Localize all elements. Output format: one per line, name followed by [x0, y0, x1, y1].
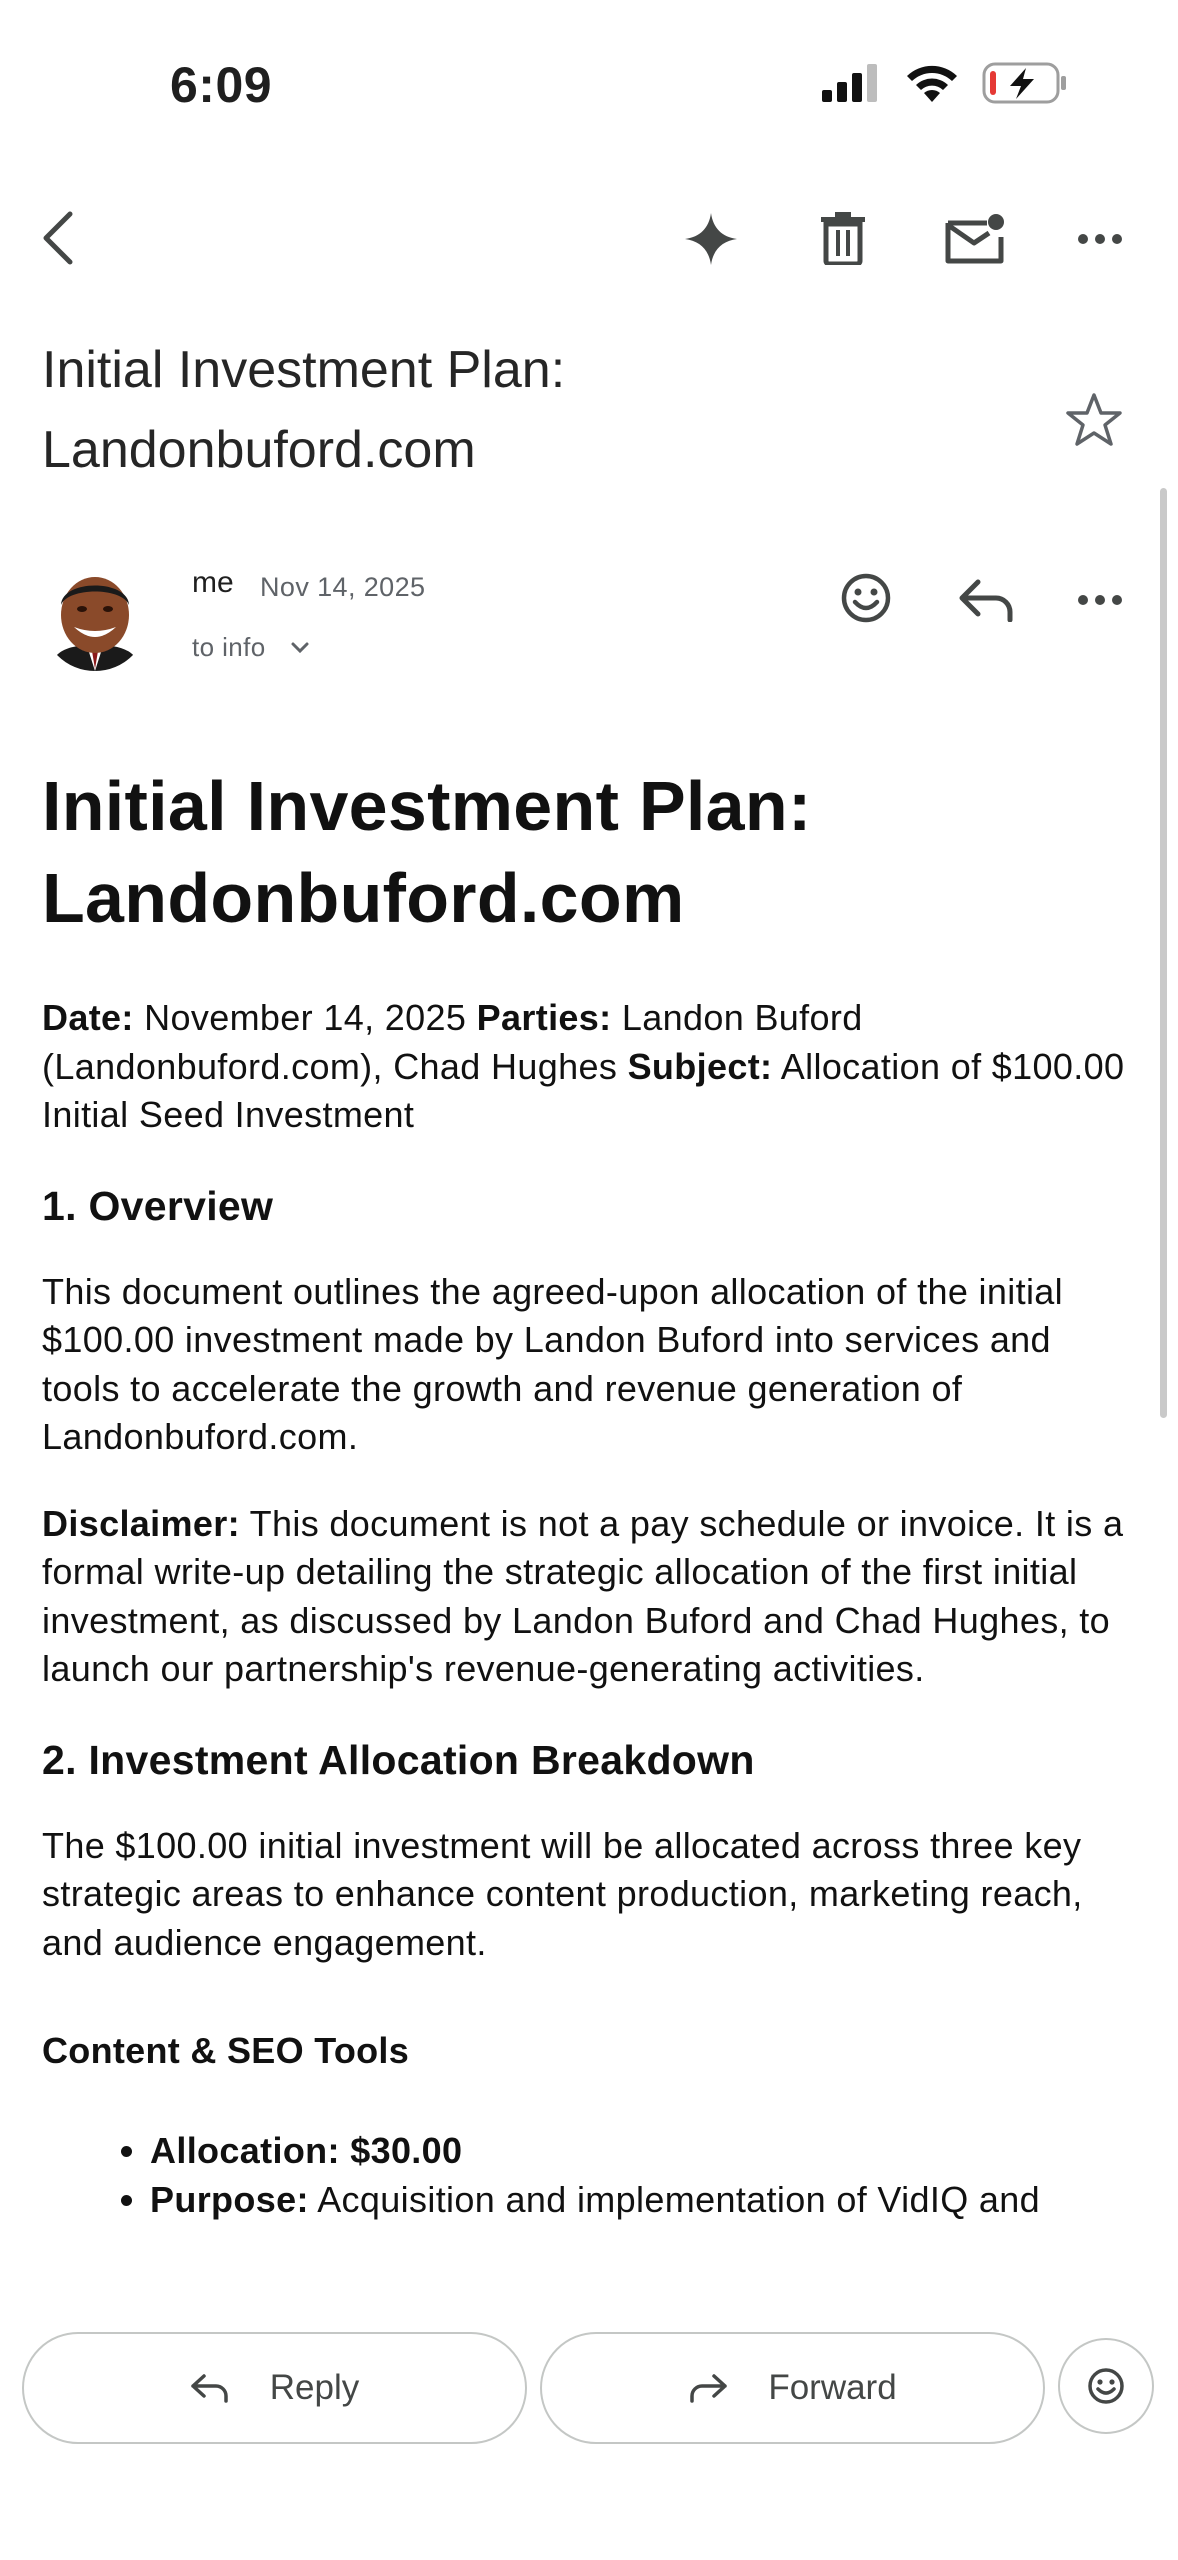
emoji-icon: [840, 572, 892, 624]
disclaimer-label: Disclaimer:: [42, 1502, 240, 1544]
star-icon: [1065, 392, 1123, 448]
email-subject: Initial Investment Plan: Landonbuford.com: [42, 341, 566, 479]
disclaimer-paragraph: [42, 1500, 1132, 1694]
list-item: [150, 2127, 1132, 2176]
disclaimer-text: This document is not a pay schedule or invoice. It is a formal write-up detailing the strategic allocation of the first initial investment, as discussed by Landon Buford and Chad Hughes, to launch our partnership's revenue-generating activities.: [42, 1502, 1124, 1689]
delete-button[interactable]: [818, 208, 868, 268]
date-label: Date:: [42, 997, 134, 1038]
sent-date: Nov 14, 2025: [260, 572, 426, 602]
list-item-label: Allocation: $30.00: [150, 2130, 463, 2171]
status-time: 6:09: [170, 57, 273, 113]
section-heading-allocation: 2. Investment Allocation Breakdown: [42, 1736, 755, 1783]
status-icons: [820, 62, 1068, 109]
list-item: [150, 2176, 1132, 2225]
section-heading-overview: 1. Overview: [42, 1182, 274, 1229]
forward-icon: [688, 2372, 728, 2404]
parties-value: Landon Buford (Landonbuford.com), Chad Hughes: [42, 997, 863, 1087]
date-value: November 14, 2025: [133, 997, 477, 1038]
reply-icon: [958, 578, 1014, 622]
message-body: [42, 760, 1132, 2224]
avatar[interactable]: [42, 565, 148, 671]
more-options-button[interactable]: [1076, 224, 1124, 254]
react-emoji-button[interactable]: [1058, 2338, 1154, 2434]
star-button[interactable]: [1065, 392, 1123, 453]
trash-icon: [820, 211, 866, 265]
sparkle-icon: [685, 213, 737, 265]
chevron-down-icon: [290, 641, 310, 655]
scrollbar[interactable]: [1160, 488, 1167, 1418]
gemini-sparkle-button[interactable]: [682, 210, 740, 268]
recipients-label: to info: [192, 632, 266, 662]
list-item-text: Acquisition and implementation of VidIQ and: [308, 2178, 1041, 2220]
overview-paragraph: This document outlines the agreed-upon allocation of the initial $100.00 investment made by Landon Buford into services and tools to accelerate the growth and revenue generation of Landonbuford.com.: [42, 1270, 1064, 1457]
allocation-intro: The $100.00 initial investment will be allocated across three key strategic areas to enhance content production, marketing reach, and audience engagement.: [42, 1824, 1083, 1963]
profile-photo: [42, 565, 148, 671]
forward-button[interactable]: [540, 2332, 1045, 2444]
allocation-list: [42, 2127, 1132, 2224]
back-button[interactable]: [36, 208, 80, 268]
cellular-signal-icon: [820, 64, 882, 107]
more-horizontal-icon: [1077, 594, 1123, 606]
subject-value: Allocation of $100.00 Initial Seed Investment: [42, 1045, 1125, 1135]
body-title: Initial Investment Plan: Landonbuford.com: [42, 767, 812, 937]
parties-label: Parties:: [476, 997, 612, 1038]
emoji-icon: [1086, 2366, 1126, 2406]
sender-name[interactable]: me: [192, 566, 234, 599]
forward-label: Forward: [768, 2368, 897, 2407]
chevron-left-icon: [40, 210, 76, 266]
reply-icon: [190, 2372, 230, 2404]
meta-paragraph: [42, 994, 1132, 1140]
more-horizontal-icon: [1077, 233, 1123, 245]
message-more-button[interactable]: [1076, 588, 1124, 612]
wifi-icon: [904, 62, 960, 109]
subsection-heading: Content & SEO Tools: [42, 2030, 410, 2071]
subject-label: Subject:: [627, 1045, 773, 1087]
mail-unread-icon: [945, 213, 1005, 265]
reply-icon-button[interactable]: [956, 576, 1016, 624]
battery-charging-icon: [982, 62, 1068, 109]
list-item-label: Purpose:: [150, 2178, 309, 2220]
reply-label: Reply: [269, 2368, 360, 2407]
bottom-action-bar: [0, 2300, 1178, 2560]
reply-button[interactable]: [22, 2332, 527, 2444]
recipients-toggle[interactable]: [192, 632, 310, 663]
add-reaction-button[interactable]: [838, 570, 894, 626]
mark-unread-button[interactable]: [944, 210, 1006, 268]
